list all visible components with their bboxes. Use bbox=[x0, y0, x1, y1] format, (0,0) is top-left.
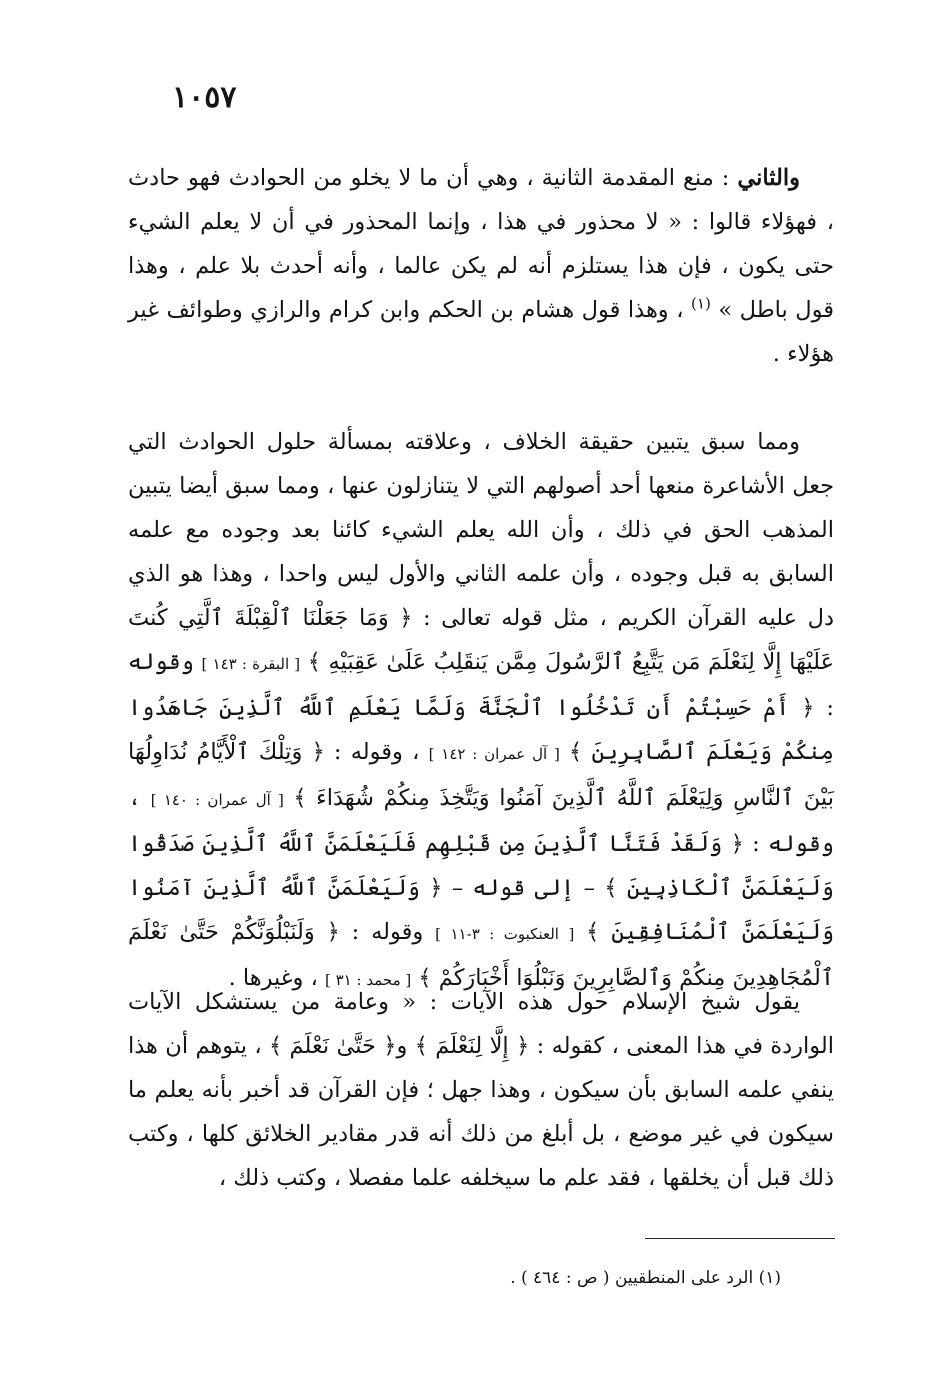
page-number: ١٠٥٧ bbox=[172, 80, 237, 115]
verse-reference: [ العنكبوت : ٣-١١ ] bbox=[435, 925, 575, 943]
paragraph-1-body: : منع المقدمة الثانية ، وهي أن ما لا يخلو من الحوادث فهو حادث ، فهؤلاء قالوا : « لا محذور في هذا ، وإنما المحذور في أن لا يعلم الشيء حتى يكون ، فإن هذا يستلزم أنه لم يكن عالما ، وأنه أحدث بلا علم ، وهذا قول باطل » bbox=[128, 165, 835, 323]
verse-reference: [ آل عمران : ١٤٢ ] bbox=[428, 745, 560, 763]
paragraph-3 bbox=[128, 980, 834, 1200]
paragraph-2-text bbox=[128, 420, 834, 1002]
verse-reference: [ محمد : ٣١ ] bbox=[325, 971, 412, 989]
paragraph-1-tail: ، وهذا قول هشام بن الحكم وابن كرام والرازي وطوائف غير هؤلاء . bbox=[128, 297, 834, 367]
verse-reference: [ البقرة : ١٤٣ ] bbox=[201, 655, 301, 673]
footnote: (١) الرد على المنطقيين ( ص : ٤٦٤ ) . bbox=[510, 1268, 781, 1288]
paragraph-2 bbox=[128, 420, 834, 1002]
verse-reference: [ آل عمران : ١٤٠ ] bbox=[150, 791, 284, 809]
paragraph-1 bbox=[128, 156, 834, 376]
paragraph-2-segment: ، وغيرها . bbox=[228, 965, 325, 991]
paragraph-1-text bbox=[128, 156, 834, 376]
paragraph-2-segment: ، وقوله : ﴿ وَتِلْكَ ٱلْأَيَّامُ نُدَاوِلُهَا بَيْنَ ٱلنَّاسِ وَلِيَعْلَمَ ٱللَّهُ ٱلَّذِينَ آمَنُوا وَيَتَّخِذَ مِنكُمْ شُهَدَاءَ ﴾ bbox=[128, 739, 834, 811]
lead-word: والثاني bbox=[737, 165, 800, 191]
footnote-divider bbox=[645, 1238, 835, 1239]
paragraph-2-segment: ومما سبق يتبين حقيقة الخلاف ، وعلاقته بمسألة حلول الحوادث التي جعل الأشاعرة منعها أحد أصولهم التي لا يتنازلون عنها ، ومما سبق أيضا يتبين المذهب الحق في ذلك ، وأن الله يعلم الشيء كائنا بعد وجوده مع علمه السابق به قبل وجوده ، وأن علمه الثاني والأول ليس واحدا ، وهذا هو الذي دل عليه القرآن الكريم ، مثل قوله تعالى : ﴿ وَمَا جَعَلْنَا ٱلْقِبْلَةَ ٱلَّتِي كُنتَ عَلَيْهَا إِلَّا لِنَعْلَمَ مَن يَتَّبِعُ ٱلرَّسُولَ مِمَّن يَنقَلِبُ عَلَىٰ عَقِبَيْهِ ﴾ bbox=[128, 429, 835, 675]
paragraph-3-text: يقول شيخ الإسلام حول هذه الآيات : « وعامة من يستشكل الآيات الواردة في هذا المعنى ، كقوله : ﴿ إِلَّا لِنَعْلَمَ ﴾ و﴿ حَتَّىٰ نَعْلَمَ ﴾ ، يتوهم أن هذا ينفي علمه السابق بأن سيكون ، وهذا جهل ؛ فإن القرآن قد أخبر بأنه يعلم ما سيكون في غير موضع ، بل أبلغ من ذلك أنه قدر مقادير الخلائق كلها ، وكتب ذلك قبل أن يخلقها ، فقد علم ما سيخلفه علما مفصلا ، وكتب ذلك ، bbox=[128, 989, 834, 1191]
paragraph-2-segment: وقوله : ﴿ أَمْ حَسِبْتُمْ أَن تَدْخُلُوا ٱلْجَنَّةَ وَلَمَّا يَعْلَمِ ٱللَّهُ ٱلَّذِينَ جَاهَدُوا مِنكُمْ وَيَعْلَمَ ٱلصَّابِرِينَ ﴾ bbox=[128, 649, 834, 765]
paragraph-2-segment: ، وقوله : ﴿ وَلَقَدْ فَتَنَّا ٱلَّذِينَ مِن قَبْلِهِم فَلَيَعْلَمَنَّ ٱللَّهُ ٱلَّذِينَ صَدَقُوا وَلَيَعْلَمَنَّ ٱلْكَاذِبِينَ ﴾ – إلى قوله – ﴿ وَلَيَعْلَمَنَّ ٱللَّهُ ٱلَّذِينَ آمَنُوا وَلَيَعْلَمَنَّ ٱلْمُنَافِقِينَ ﴾ bbox=[128, 785, 835, 945]
paragraph-2-segment: وقوله : ﴿ وَلَنَبْلُوَنَّكُمْ حَتَّىٰ نَعْلَمَ ٱلْمُجَاهِدِينَ مِنكُمْ وَٱلصَّابِرِينَ وَنَبْلُوَا أَخْبَارَكُمْ ﴾ bbox=[128, 919, 834, 991]
footnote-marker: (١) bbox=[691, 294, 711, 313]
